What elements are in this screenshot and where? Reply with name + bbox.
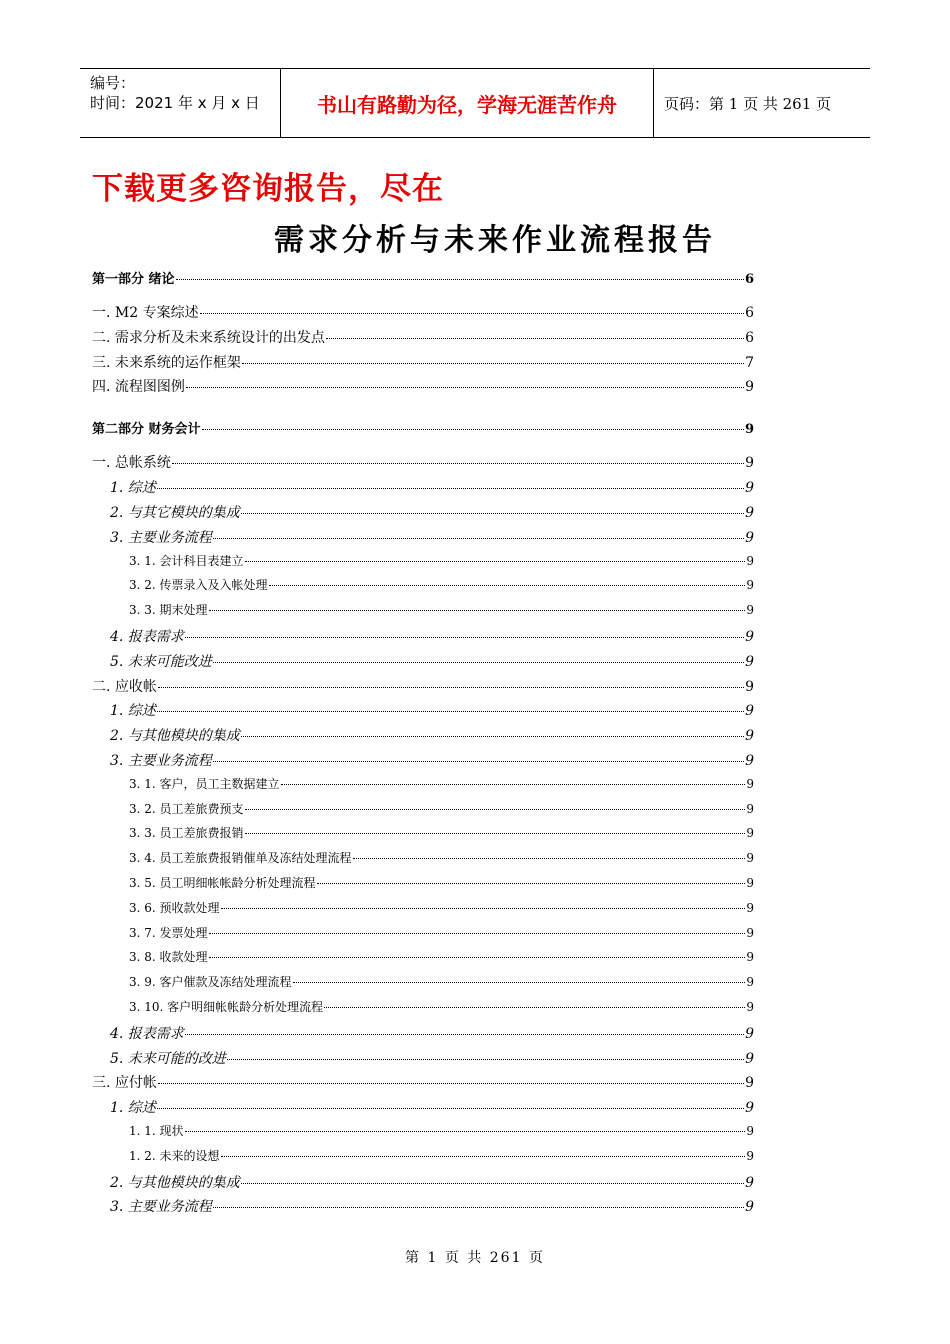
toc-dot-leader	[158, 687, 744, 688]
toc-entry[interactable]	[92, 452, 754, 472]
toc-entry-page: 9	[745, 703, 754, 720]
toc-entry[interactable]	[129, 601, 754, 618]
toc-entry-page: 9	[746, 1124, 754, 1138]
toc-entry-title: 3. 3. 员工差旅费报销	[129, 826, 244, 841]
toc-dot-leader	[213, 761, 744, 762]
toc-entry[interactable]	[129, 899, 754, 916]
toc-entry[interactable]	[110, 477, 754, 497]
toc-dot-leader	[209, 957, 746, 958]
date-line: 时间：2021 年 x 月 x 日	[90, 94, 260, 112]
toc-entry-title: 2. 与其它模块的集成	[110, 505, 240, 521]
toc-entry-page: 9	[746, 975, 754, 990]
toc-entry-title: 二. 需求分析及未来系统设计的出发点	[92, 329, 325, 346]
toc-entry-page: 9	[746, 1000, 754, 1014]
toc-entry[interactable]	[92, 352, 754, 372]
toc-entry-title: 3. 2. 传票录入及入帐处理	[129, 578, 268, 593]
toc-dot-leader	[213, 1207, 744, 1208]
toc-entry[interactable]	[129, 800, 754, 817]
toc-dot-leader	[176, 279, 744, 280]
toc-dot-leader	[157, 711, 744, 712]
toc-entry-page: 9	[746, 801, 754, 816]
toc-entry[interactable]	[129, 576, 754, 593]
toc-dot-leader	[186, 387, 744, 388]
toc-entry-title: 1. 2. 未来的设想	[129, 1148, 220, 1163]
toc-entry-page: 9	[745, 1174, 754, 1191]
toc-entry-page: 9	[745, 505, 754, 521]
toc-entry-title: 2. 与其他模块的集成	[110, 728, 240, 745]
toc-dot-leader	[209, 610, 746, 611]
toc-dot-leader	[202, 429, 744, 430]
toc-entry[interactable]	[129, 1147, 754, 1164]
toc-entry[interactable]	[110, 725, 754, 745]
toc-entry[interactable]	[129, 924, 754, 941]
toc-entry-title: 3. 6. 预收款处理	[129, 900, 220, 915]
toc-entry-page: 9	[745, 629, 754, 645]
promo-text[interactable]: 下载更多咨询报告，尽在	[92, 171, 444, 207]
toc-entry-page: 9	[745, 455, 754, 472]
toc-dot-leader	[157, 1108, 744, 1109]
toc-entry-page: 9	[745, 678, 754, 695]
toc-dot-leader	[242, 363, 744, 364]
toc-entry-page: 9	[746, 603, 754, 618]
toc-entry[interactable]	[92, 302, 754, 322]
toc-entry-page: 9	[744, 422, 754, 438]
toc-entry-title: 3. 主要业务流程	[110, 753, 212, 769]
toc-entry[interactable]	[110, 1048, 754, 1068]
toc-entry-title: 2. 与其他模块的集成	[110, 1174, 240, 1191]
toc-entry[interactable]	[92, 1072, 754, 1092]
toc-entry-page: 9	[746, 776, 754, 791]
toc-entry[interactable]	[110, 502, 754, 522]
toc-entry-title: 5. 未来可能改进	[110, 653, 212, 670]
toc-entry-page: 9	[745, 480, 754, 497]
toc-entry[interactable]	[129, 998, 754, 1015]
toc-entry-title: 1. 综述	[110, 1100, 156, 1117]
toc-entry[interactable]	[110, 626, 754, 646]
toc-entry-title: 三. 未来系统的运作框架	[92, 354, 241, 371]
header-meta	[80, 69, 281, 137]
toc-entry-title: 3. 主要业务流程	[110, 1199, 212, 1216]
toc-entry[interactable]	[92, 376, 754, 396]
toc-entry-page: 9	[745, 1050, 754, 1067]
toc-dot-leader	[157, 488, 744, 489]
toc-entry[interactable]	[129, 1122, 754, 1139]
toc-entry-title: 3. 2. 员工差旅费预支	[129, 801, 244, 816]
toc-dot-leader	[269, 585, 746, 586]
toc-entry-page: 9	[745, 1075, 754, 1092]
toc-entry-page: 9	[746, 1148, 754, 1163]
toc-dot-leader	[245, 561, 746, 562]
toc-entry[interactable]	[129, 948, 754, 965]
toc-entry-page: 9	[745, 529, 754, 546]
toc-entry-title: 3. 4. 员工差旅费报销催单及冻结处理流程	[129, 851, 352, 866]
toc-entry-page: 6	[744, 272, 754, 287]
toc-entry-page: 9	[746, 826, 754, 841]
toc-entry-page: 9	[745, 1199, 754, 1216]
toc-entry[interactable]	[92, 268, 754, 287]
toc-entry-title: 第二部分 财务会计	[92, 422, 201, 438]
document-title: 需求分析与未来作业流程报告	[274, 223, 716, 258]
toc-entry-page: 6	[745, 305, 754, 321]
toc-entry-title: 3. 1. 客户，员工主数据建立	[129, 776, 280, 791]
toc-entry-page: 9	[746, 900, 754, 915]
toc-dot-leader	[281, 784, 746, 785]
toc-entry-title: 1. 综述	[110, 703, 156, 720]
header-motto: 书山有路勤为径，学海无涯苦作舟	[281, 69, 654, 137]
toc-entry-title: 3. 7. 发票处理	[129, 925, 208, 940]
serial-label: 编号：	[90, 74, 136, 92]
toc-dot-leader	[200, 313, 744, 314]
toc-dot-leader	[317, 883, 746, 884]
toc-dot-leader	[326, 338, 744, 339]
toc-dot-leader	[221, 1156, 746, 1157]
header-page-info: 页码：第 1 页 共 261 页	[664, 94, 832, 113]
toc-entry[interactable]	[129, 849, 754, 866]
toc-dot-leader	[209, 933, 746, 934]
toc-entry-title: 一. 总帐系统	[92, 455, 171, 472]
toc-entry-page: 6	[745, 329, 754, 346]
toc-entry-title: 第一部分 绪论	[92, 272, 175, 287]
toc-entry-page: 9	[745, 653, 754, 670]
toc-dot-leader	[324, 1007, 745, 1008]
toc-entry-title: 一. M2 专案综述	[92, 305, 199, 321]
toc-entry[interactable]	[92, 676, 754, 696]
toc-entry-page: 7	[745, 354, 754, 371]
toc-entry-title: 1. 1. 现状	[129, 1124, 184, 1138]
toc-entry[interactable]	[129, 775, 754, 792]
toc-entry-title: 5. 未来可能的改进	[110, 1050, 226, 1067]
toc-entry[interactable]	[92, 418, 754, 437]
toc-entry[interactable]	[110, 750, 754, 770]
toc-dot-leader	[353, 858, 746, 859]
toc-dot-leader	[221, 908, 746, 909]
toc-entry-title: 3. 1. 会计科目表建立	[129, 553, 244, 568]
toc-entry-page: 9	[745, 753, 754, 769]
toc-entry-title: 3. 8. 收款处理	[129, 950, 208, 965]
toc-entry[interactable]	[110, 651, 754, 671]
toc-dot-leader	[241, 736, 744, 737]
toc-entry-title: 3. 9. 客户催款及冻结处理流程	[129, 975, 292, 990]
toc-entry-title: 1. 综述	[110, 480, 156, 497]
toc-entry-page: 9	[746, 578, 754, 593]
toc-dot-leader	[172, 463, 744, 464]
toc-entry-page: 9	[746, 876, 754, 890]
toc-entry[interactable]	[129, 552, 754, 569]
toc-entry-title: 3. 3. 期末处理	[129, 603, 208, 618]
toc-entry[interactable]	[110, 700, 754, 720]
page-header	[80, 68, 870, 138]
toc-dot-leader	[158, 1083, 744, 1084]
toc-dot-leader	[185, 1131, 746, 1132]
toc-dot-leader	[185, 1034, 744, 1035]
toc-dot-leader	[245, 809, 746, 810]
toc-entry-title: 4. 报表需求	[110, 1025, 184, 1042]
toc-entry-page: 9	[745, 728, 754, 745]
toc-entry-page: 9	[745, 1100, 754, 1117]
toc-entry-page: 9	[746, 950, 754, 965]
toc-entry[interactable]	[129, 824, 754, 841]
toc-entry[interactable]	[110, 527, 754, 547]
toc-entry[interactable]	[110, 1023, 754, 1043]
toc-entry-page: 9	[746, 851, 754, 866]
toc-entry[interactable]	[110, 1196, 754, 1216]
toc-dot-leader	[213, 538, 744, 539]
toc-dot-leader	[245, 833, 746, 834]
toc-entry-title: 3. 主要业务流程	[110, 529, 212, 546]
toc-dot-leader	[241, 513, 744, 514]
toc-entry[interactable]	[129, 874, 754, 891]
toc-entry-page: 9	[745, 379, 754, 396]
toc-entry[interactable]	[110, 1097, 754, 1117]
toc-entry-title: 4. 报表需求	[110, 629, 184, 645]
toc-entry[interactable]	[110, 1172, 754, 1192]
toc-entry-title: 3. 10. 客户明细帐帐龄分析处理流程	[129, 1000, 324, 1014]
page-footer: 第 1 页 共 261 页	[405, 1250, 545, 1266]
toc-entry-title: 3. 5. 员工明细帐帐龄分析处理流程	[129, 876, 316, 890]
toc-dot-leader	[293, 982, 746, 983]
toc-entry-title: 三. 应付帐	[92, 1075, 157, 1092]
toc-entry[interactable]	[129, 973, 754, 990]
toc-dot-leader	[241, 1183, 744, 1184]
toc-entry-page: 9	[746, 553, 754, 568]
toc-entry-page: 9	[745, 1025, 754, 1042]
toc-entry-title: 四. 流程图图例	[92, 379, 185, 396]
toc-entry[interactable]	[92, 327, 754, 347]
toc-entry-page: 9	[746, 925, 754, 940]
toc-dot-leader	[227, 1059, 744, 1060]
toc-entry-title: 二. 应收帐	[92, 678, 157, 695]
toc-dot-leader	[213, 662, 744, 663]
toc-dot-leader	[185, 637, 744, 638]
